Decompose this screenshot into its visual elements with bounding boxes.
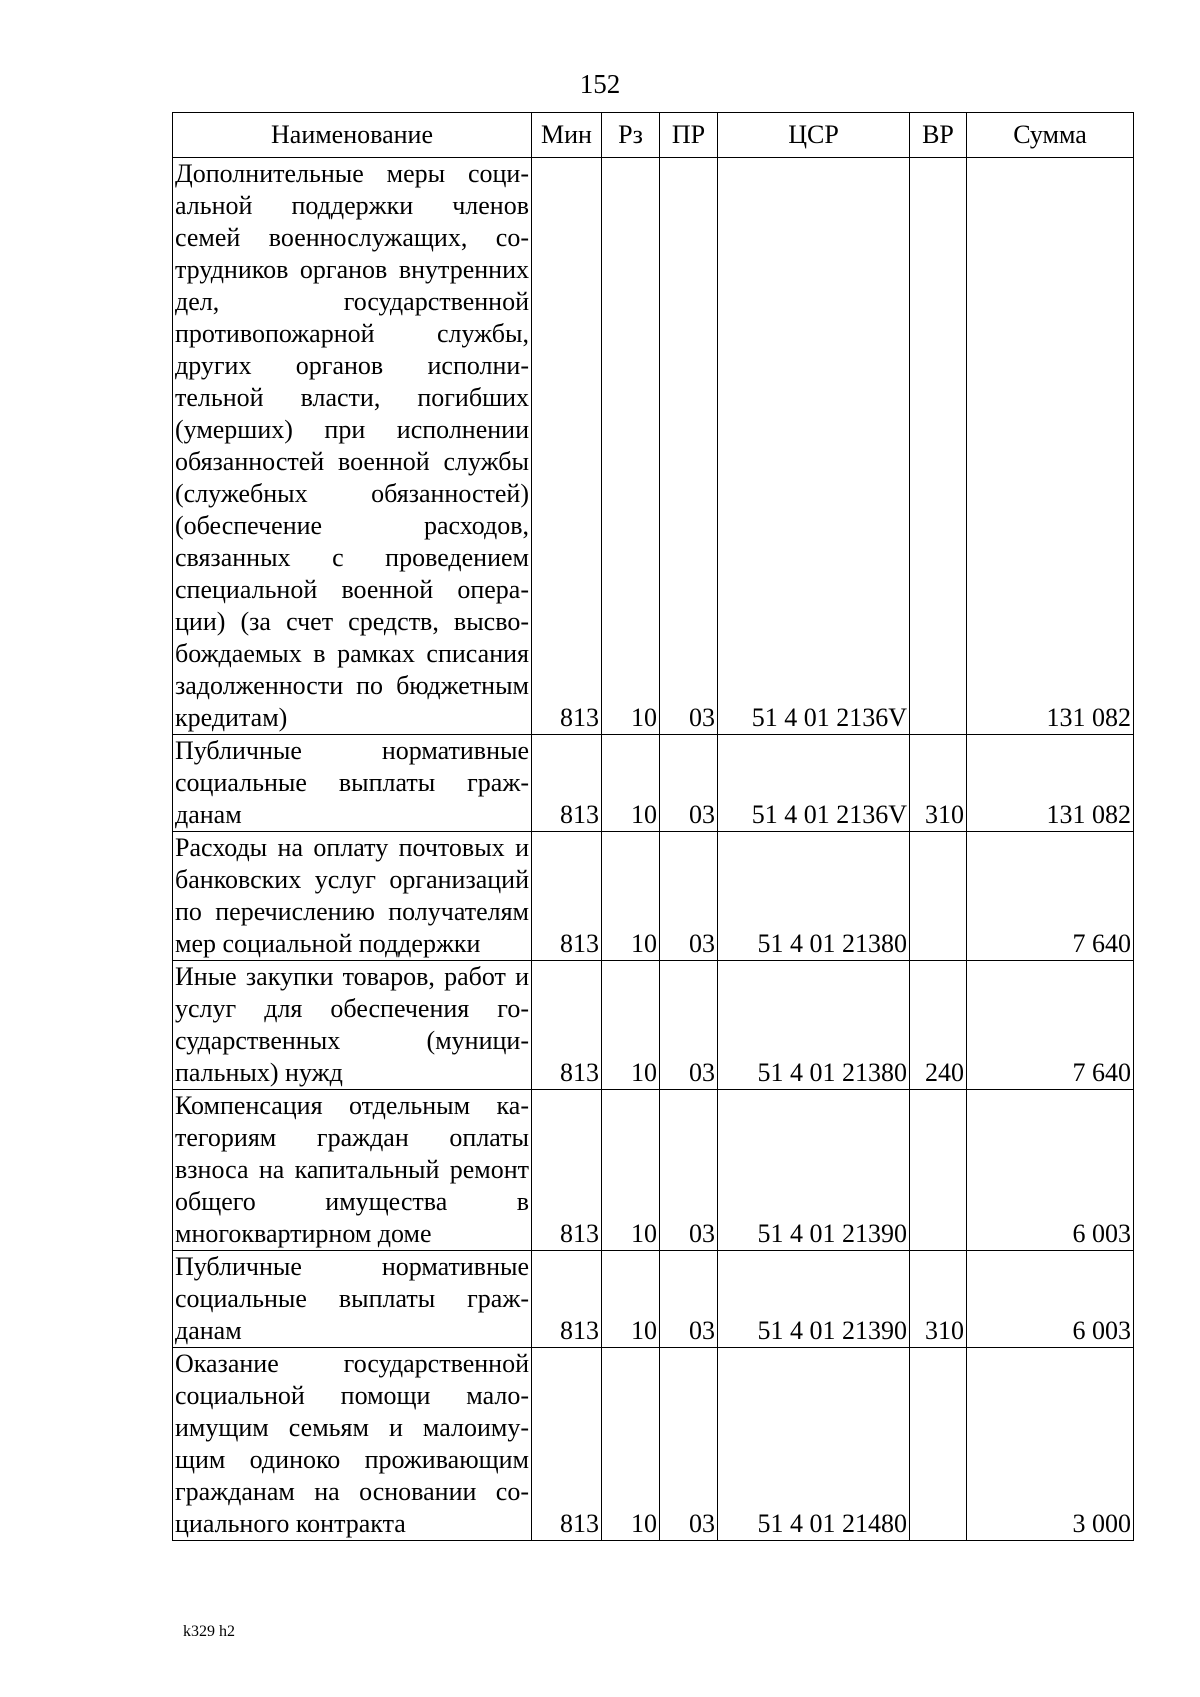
row-name: Дополнительные меры социальной поддержки членов семей военнослужащих, сотрудников органов внутренних дел, государственной противопожарной службы, других органов исполнительной власти, погибших (умерших) при исполнении обязанностей военной службы (служебных обязанностей) (обеспечение расходов, связанных с проведением специальной военной операции) (за счет средств, высвобождаемых в рамках списания задолженности по бюджетным кредитам) — [173, 158, 532, 735]
row-rz: 10 — [602, 158, 660, 735]
row-pr: 03 — [660, 1348, 718, 1541]
table-row — [173, 735, 1134, 832]
row-min: 813 — [532, 735, 602, 832]
row-rz: 10 — [602, 1348, 660, 1541]
row-sum: 6 003 — [967, 1090, 1134, 1251]
header-pr: ПР — [660, 113, 718, 158]
row-csr: 51 4 01 21380 — [718, 832, 910, 961]
row-name: Публичные нормативные социальные выплаты гражданам — [173, 735, 532, 832]
row-rz: 10 — [602, 1090, 660, 1251]
row-min: 813 — [532, 1090, 602, 1251]
row-pr: 03 — [660, 961, 718, 1090]
row-sum: 131 082 — [967, 158, 1134, 735]
header-min: Мин — [532, 113, 602, 158]
row-min: 813 — [532, 832, 602, 961]
table-row — [173, 1090, 1134, 1251]
row-csr: 51 4 01 21390 — [718, 1251, 910, 1348]
row-pr: 03 — [660, 158, 718, 735]
row-vr: 310 — [910, 1251, 967, 1348]
page-number: 152 — [579, 69, 621, 99]
row-min: 813 — [532, 1251, 602, 1348]
header-csr: ЦСР — [718, 113, 910, 158]
table-header-row — [173, 113, 1134, 158]
row-sum: 3 000 — [967, 1348, 1134, 1541]
row-pr: 03 — [660, 832, 718, 961]
table-row — [173, 1348, 1134, 1541]
budget-table — [172, 112, 1134, 1541]
row-csr: 51 4 01 2136V — [718, 735, 910, 832]
table-row — [173, 158, 1134, 735]
row-vr — [910, 1090, 967, 1251]
row-rz: 10 — [602, 1251, 660, 1348]
row-name: Публичные нормативные социальные выплаты гражданам — [173, 1251, 532, 1348]
row-pr: 03 — [660, 735, 718, 832]
header-name: Наименование — [173, 113, 532, 158]
header-vr: ВР — [910, 113, 967, 158]
footer-document-code: k329 h2 — [183, 1623, 235, 1640]
row-csr: 51 4 01 21380 — [718, 961, 910, 1090]
row-vr — [910, 1348, 967, 1541]
row-vr: 310 — [910, 735, 967, 832]
row-name: Оказание государственной социальной помощи малоимущим семьям и малоимущим одиноко проживающим гражданам на основании социального контракта — [173, 1348, 532, 1541]
row-sum: 6 003 — [967, 1251, 1134, 1348]
row-pr: 03 — [660, 1251, 718, 1348]
header-rz: Рз — [602, 113, 660, 158]
row-rz: 10 — [602, 832, 660, 961]
table-row — [173, 1251, 1134, 1348]
row-rz: 10 — [602, 735, 660, 832]
row-sum: 7 640 — [967, 961, 1134, 1090]
header-sum: Сумма — [967, 113, 1134, 158]
row-name: Иные закупки товаров, работ и услуг для обеспечения государственных (муниципальных) нужд — [173, 961, 532, 1090]
row-rz: 10 — [602, 961, 660, 1090]
table-row — [173, 832, 1134, 961]
row-min: 813 — [532, 158, 602, 735]
row-name: Расходы на оплату почтовых и банковских услуг организаций по перечислению получателям мер социальной поддержки — [173, 832, 532, 961]
row-vr — [910, 158, 967, 735]
row-min: 813 — [532, 1348, 602, 1541]
row-vr: 240 — [910, 961, 967, 1090]
row-csr: 51 4 01 21480 — [718, 1348, 910, 1541]
row-min: 813 — [532, 961, 602, 1090]
row-vr — [910, 832, 967, 961]
row-csr: 51 4 01 21390 — [718, 1090, 910, 1251]
row-sum: 7 640 — [967, 832, 1134, 961]
row-sum: 131 082 — [967, 735, 1134, 832]
table-row — [173, 961, 1134, 1090]
row-pr: 03 — [660, 1090, 718, 1251]
row-csr: 51 4 01 2136V — [718, 158, 910, 735]
row-name: Компенсация отдельным категориям граждан оплаты взноса на капитальный ремонт общего имущества в многоквартирном доме — [173, 1090, 532, 1251]
